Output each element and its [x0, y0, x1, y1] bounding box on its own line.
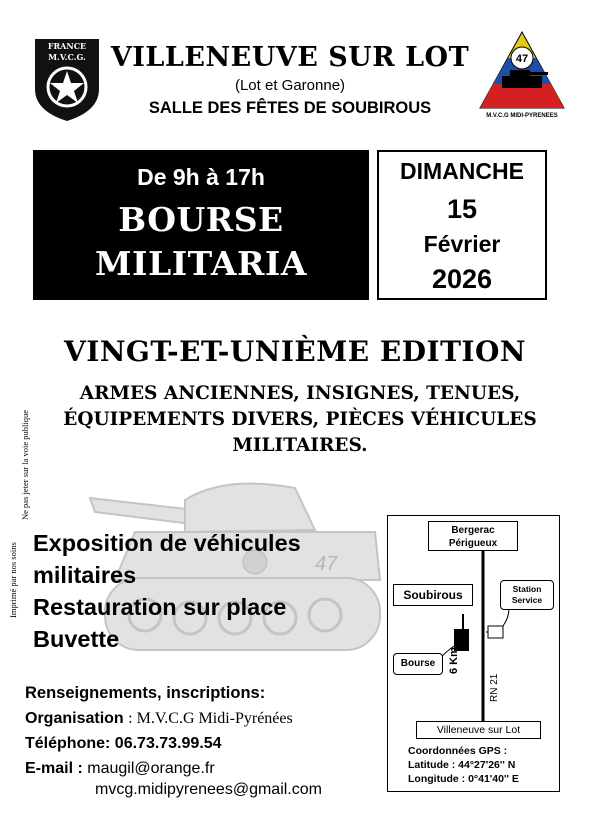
side-notice [4, 380, 32, 620]
map-distance [448, 634, 462, 674]
mvcg-france-logo [33, 37, 101, 123]
map-road-text: RN 21 [489, 673, 500, 702]
venue-name: SALLE DES FÊTES DE SOUBIROUS [148, 99, 432, 117]
email-link-primary[interactable]: maugil@orange.fr [87, 760, 215, 777]
feature-item: Restauration sur place [33, 594, 287, 620]
station-building-icon [488, 626, 503, 638]
logo-left-line1: FRANCE [47, 41, 87, 51]
phone-line [25, 735, 222, 753]
date-day-number: 15 [446, 194, 478, 224]
map-soubirous-label: Soubirous [393, 584, 473, 606]
gps-latitude: Latitude : 44°27'26'' N [408, 759, 516, 771]
opening-hours: De 9h à 17h [137, 164, 265, 190]
region-subtitle: (Lot et Garonne) [234, 77, 346, 94]
phone-value[interactable]: 06.73.73.99.54 [114, 735, 222, 752]
phone-label: Téléphone: [25, 735, 111, 752]
map-bourse-label: Bourse [393, 653, 443, 675]
date-weekday: DIMANCHE [400, 158, 524, 184]
map-station-line: Station [512, 584, 542, 594]
access-map [387, 515, 560, 792]
items-list [40, 381, 560, 459]
email-label: E-mail : [25, 760, 83, 777]
features-list [33, 527, 301, 655]
items-line: MILITAIRES. [232, 435, 368, 456]
tank-number: 47 [315, 553, 338, 575]
gps-coordinates [408, 744, 519, 786]
map-destination-north [428, 521, 518, 551]
event-name [33, 198, 369, 286]
gps-longitude: Longitude : 0°41'40'' E [408, 773, 519, 785]
map-city-label: Périgueux [448, 538, 498, 549]
edition-heading: VINGT-ET-UNIÈME EDITION [64, 335, 526, 368]
items-line: ARMES ANCIENNES, INSIGNES, TENUES, [79, 383, 521, 404]
gps-title: Coordonnées GPS : [408, 745, 508, 757]
event-date-box [377, 150, 547, 300]
date-year: 2026 [431, 264, 493, 294]
map-station-label [500, 580, 554, 610]
event-banner [33, 150, 369, 300]
event-name-line2: MILITARIA [95, 244, 307, 283]
town-title: VILLENEUVE SUR LOT [110, 42, 470, 73]
email-link-secondary[interactable]: mvcg.midipyrenees@gmail.com [95, 781, 322, 798]
feature-item: militaires [33, 562, 137, 588]
event-name-line1: BOURSE [118, 200, 284, 239]
email-line [25, 760, 215, 778]
organisation-value: : M.V.C.G Midi-Pyrénées [128, 710, 293, 727]
organisation-line [25, 710, 293, 728]
mvcg-midi-pyrenees-logo [478, 30, 566, 120]
logo-right-caption: M.V.C.G MIDI-PYRENEES [486, 113, 558, 119]
map-distance-text: 6 Km [448, 647, 460, 674]
feature-item: Buvette [33, 626, 120, 652]
map-road-name [489, 674, 500, 702]
contact-heading: Renseignements, inscriptions: [25, 684, 266, 702]
organisation-label: Organisation [25, 710, 124, 727]
map-destination-south: Villeneuve sur Lot [416, 721, 541, 739]
side-notice-line1: Imprimé par nos soins [8, 542, 18, 618]
map-city-label: Bergerac [451, 525, 495, 536]
items-line: ÉQUIPEMENTS DIVERS, PIÈCES VÉHICULES [63, 409, 537, 430]
map-station-line: Service [511, 595, 543, 605]
logo-right-number: 47 [515, 53, 529, 65]
side-notice-line2: Ne pas jeter sur la voie publique [20, 410, 30, 520]
date-month: Février [423, 231, 501, 257]
feature-item: Exposition de véhicules [33, 530, 301, 556]
logo-left-line2: M.V.C.G. [48, 52, 86, 62]
